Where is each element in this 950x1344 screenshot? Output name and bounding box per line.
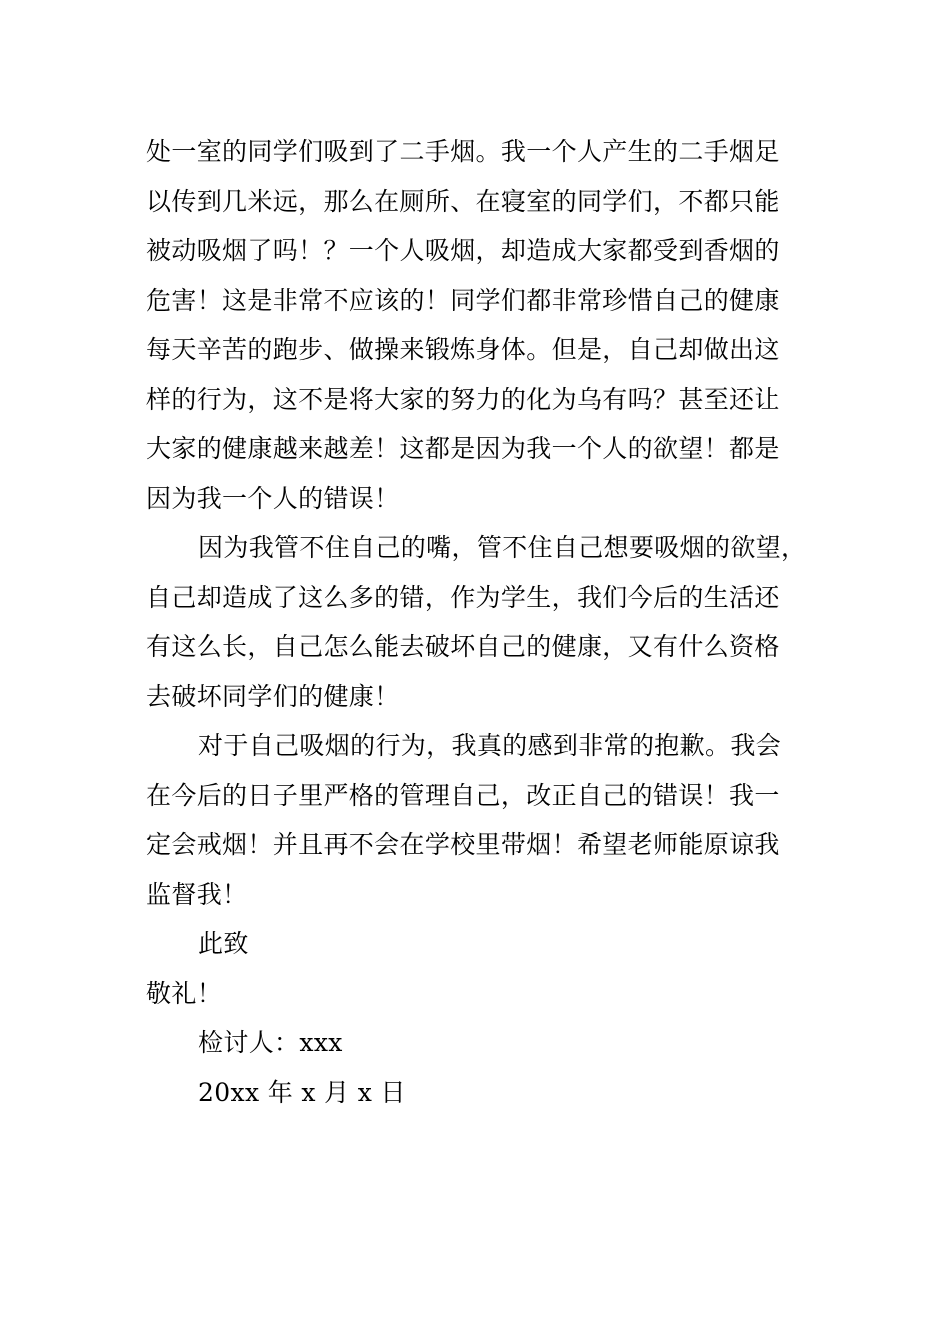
text-line: 因为我管不住自己的嘴，管不住自己想要吸烟的欲望， [198, 533, 807, 562]
closing-line: 此致 [198, 929, 249, 958]
text-line: 在今后的日子里严格的管理自己，改正自己的错误！我一 [146, 780, 780, 810]
text-line: 定会戒烟！并且再不会在学校里带烟！希望老师能原谅我 [146, 830, 780, 859]
text-line: 自己却造成了这么多的错，作为学生，我们今后的生活还 [146, 582, 780, 612]
text-line: 去破坏同学们的健康！ [146, 681, 400, 711]
text-line: 以传到几米远，那么在厕所、在寝室的同学们，不都只能 [146, 186, 780, 216]
text-line: 有这么长，自己怎么能去破坏自己的健康，又有什么资格 [146, 632, 780, 661]
text-line: 处一室的同学们吸到了二手烟。我一个人产生的二手烟足 [146, 137, 780, 166]
salutation-line: 敬礼！ [146, 978, 223, 1008]
document-page [146, 127, 836, 1117]
text-line: 对于自己吸烟的行为，我真的感到非常的抱歉。我会 [198, 731, 782, 760]
text-line: 危害！这是非常不应该的！同学们都非常珍惜自己的健康 [146, 285, 780, 315]
date-line: 20xx 年 x 月 x 日 [198, 1077, 406, 1107]
text-line: 被动吸烟了吗！？一个人吸烟，却造成大家都受到香烟的 [146, 236, 780, 265]
signature-line: 检讨人：xxx [198, 1028, 343, 1057]
text-line: 因为我一个人的错误！ [146, 483, 400, 513]
text-line: 大家的健康越来越差！这都是因为我一个人的欲望！都是 [146, 434, 780, 463]
text-line: 每天辛苦的跑步、做操来锻炼身体。但是，自己却做出这 [146, 335, 780, 364]
text-line: 监督我！ [146, 879, 248, 909]
text-line: 样的行为，这不是将大家的努力的化为乌有吗？甚至还让 [146, 384, 780, 414]
